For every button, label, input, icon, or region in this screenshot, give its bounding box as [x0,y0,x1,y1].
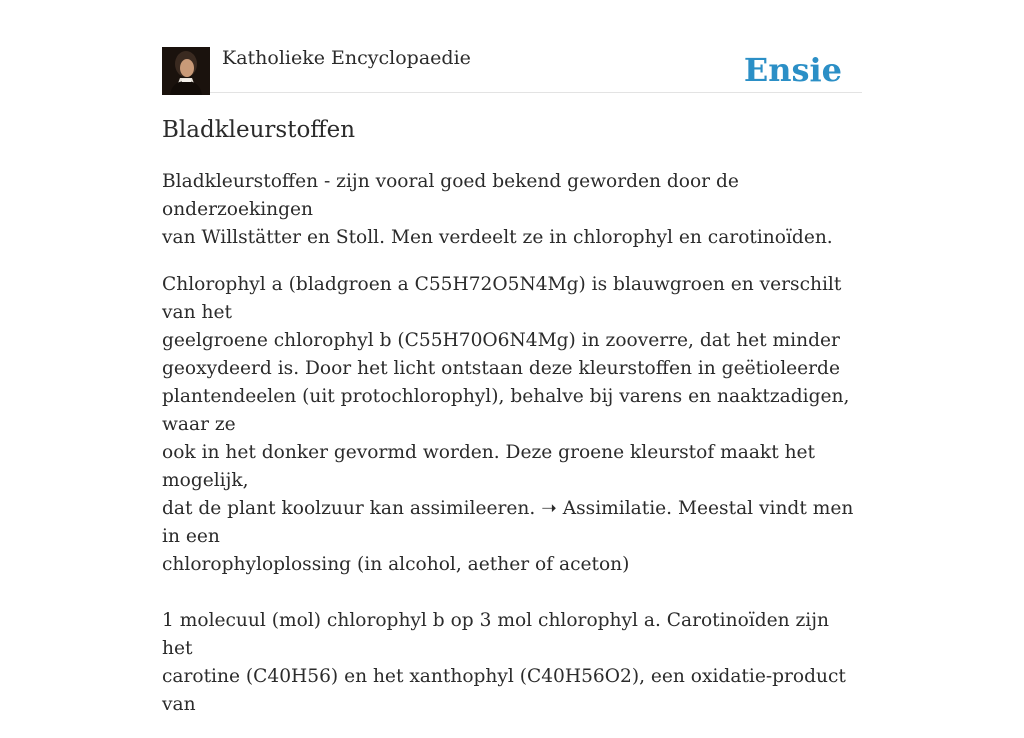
article-paragraph-2: Chlorophyl a (bladgroen a C55H72O5N4Mg) is blauwgroen en verschilt van het geelgroene chlorophyl b (C55H70O6N4Mg) in zooverre, dat het minder geoxydeerd is. Door het licht ontstaan deze kleurstoffen in geëtioleerde plantendeelen (uit protochlorophyl), behalve bij varens en naaktzadigen, waar ze ook in het donker gevormd worden. Deze groene kleurstof maakt het mogelijk, dat de plant koolzuur kan assimileeren. ➝ Assimilatie. Meestal vindt men in een chlorophyloplossing (in alcohol, aether of aceton) 1 molecuul (mol) chlorophyl b op 3 mol chlorophyl a. Carotinoïden zijn het carotine (C40H56) en het xanthophyl (C40H56O2), een oxidatie-product van [162,274,854,715]
article-paragraph-1: Bladkleurstoffen - zijn vooral goed bekend geworden door de onderzoekingen van Willstätter en Stoll. Men verdeelt ze in chlorophyl en carotinoïden. [162,171,833,248]
site-header [162,46,862,93]
article-title: Bladkleurstoffen [162,117,356,143]
brand-logo[interactable]: Ensie [743,51,842,89]
article-body [162,168,862,738]
source-name[interactable]: Katholieke Encyclopaedie [222,47,471,69]
portrait-avatar-icon[interactable] [162,47,210,95]
